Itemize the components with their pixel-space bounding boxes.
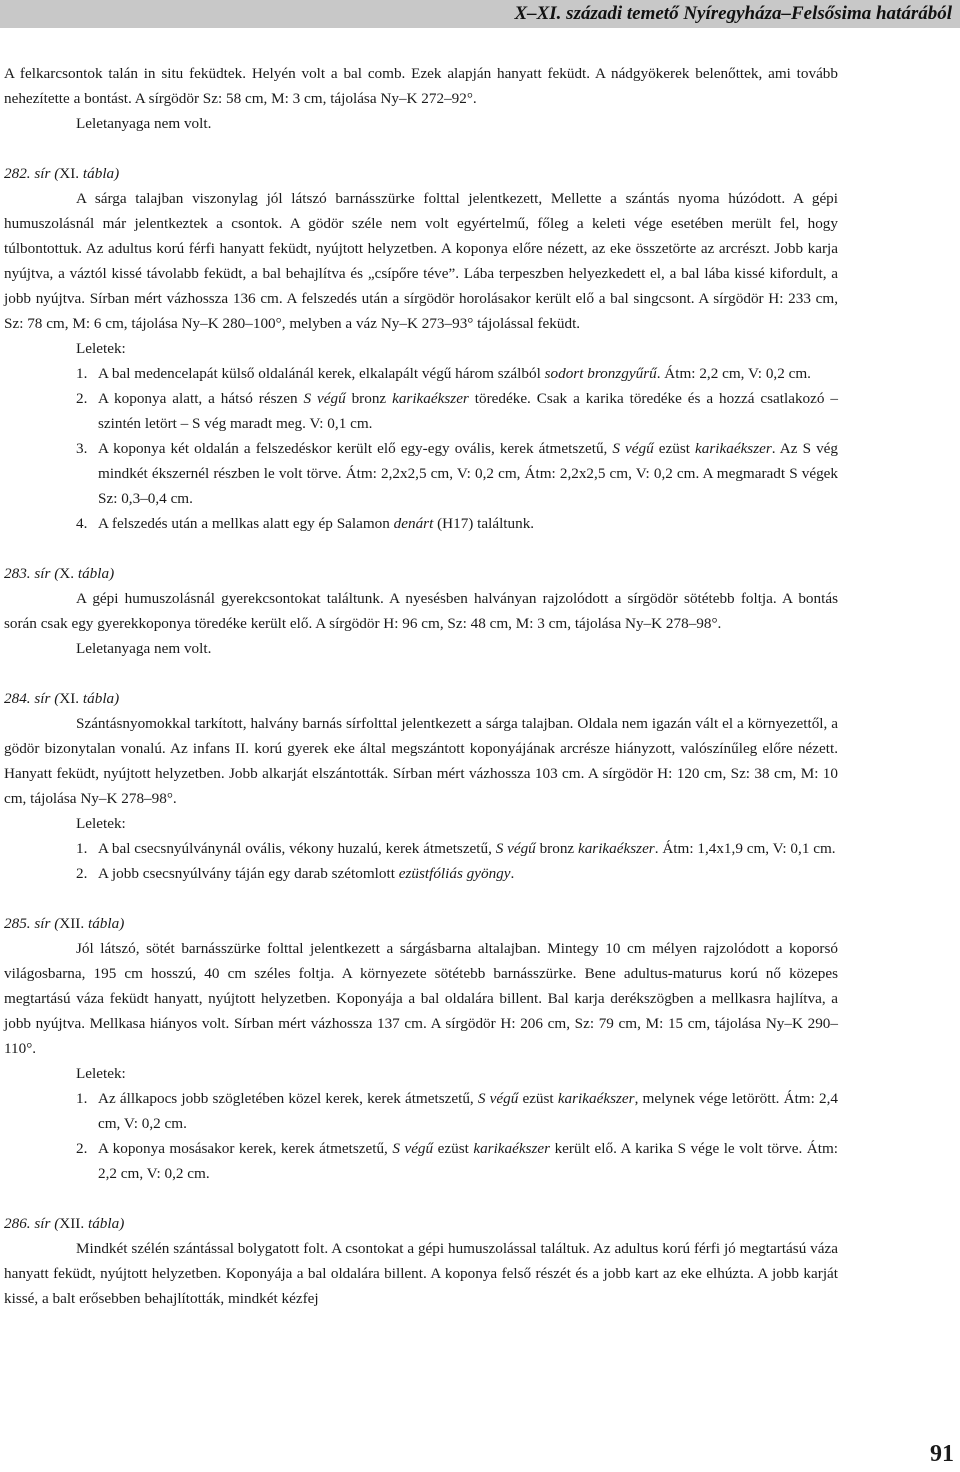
find-item: 1. Az állkapocs jobb szögletében közel kerek, kerek átmetszetű, S végű ezüst karikaékszer, melynek vége letörött. Átm: 2,4 cm, V: 0,2 cm. <box>76 1090 838 1132</box>
grave-282-finds-list <box>4 361 838 536</box>
grave-284 <box>4 686 838 886</box>
find-item: 2. A jobb csecsnyúlvány táján egy darab szétomlott ezüstfóliás gyöngy. <box>76 865 515 882</box>
find-item: 1. A bal csecsnyúlványnál ovális, vékony huzalú, kerek átmetszetű, S végű bronz karikaékszer. Átm: 1,4x1,9 cm, V: 0,1 cm. <box>76 840 836 857</box>
grave-283 <box>4 561 838 661</box>
grave-285-description: Jól látszó, sötét barnásszürke folttal jelentkezett a sárgásbarna altalajban. Mintegy 10 cm mélyen rajzolódott a koporsó világosbarna, 195 cm hosszú, 40 cm széles foltja. A környezete sötétebb barnásszürke. Bene adultus-maturus korú nő közepes megtartású váza feküdt hanyatt, nyújtott helyzetben. Koponyája a bal oldalára billent. Bal karja derékszögben a mellkasra hajlítva, a jobb nyújtva. Mellkasa hiányos volt. Sírban mért vázhossza 137 cm. A sírgödör H: 206 cm, Sz: 79 cm, M: 15 cm, tájolása Ny–K 290–110°. <box>4 940 838 1057</box>
page-content <box>4 61 838 1311</box>
grave-286-title: 286. sír (XII. tábla) <box>4 1215 125 1232</box>
grave-285 <box>4 911 838 1186</box>
find-item: 2. A koponya alatt, a hátsó részen S végű bronz karikaékszer töredéke. Csak a karika töredéke és a hozzá csatlakozó – szintén letört – S vég maradt meg. V: 0,1 cm. <box>76 390 838 432</box>
grave-285-finds-list <box>4 1086 838 1186</box>
grave-283-title: 283. sír (X. tábla) <box>4 565 115 582</box>
intro-note: Leletanyaga nem volt. <box>76 115 212 132</box>
grave-283-note: Leletanyaga nem volt. <box>76 640 212 657</box>
grave-286 <box>4 1211 838 1311</box>
grave-283-description: A gépi humuszolásnál gyerekcsontokat találtunk. A nyesésben halványan rajzolódott a sírgödör sötétebb foltja. A bontás során csak egy gyerekkoponya töredéke került elő. A sírgödör H: 96 cm, Sz: 48 cm, M: 3 cm, tájolása Ny–K 278–98°. <box>4 590 838 632</box>
grave-282-finds-label: Leletek: <box>76 340 126 357</box>
find-item: 1. A bal medencelapát külső oldalánál kerek, elkalapált végű három szálból sodort bronzgyűrű. Átm: 2,2 cm, V: 0,2 cm. <box>76 365 811 382</box>
grave-282 <box>4 161 838 536</box>
running-header-bar <box>0 0 960 28</box>
grave-285-title: 285. sír (XII. tábla) <box>4 915 125 932</box>
find-item: 3. A koponya két oldalán a felszedéskor került elő egy-egy ovális, kerek átmetszetű, S végű ezüst karikaékszer. Az S vég mindkét ékszernél részben le volt törve. Átm: 2,2x2,5 cm, V: 0,2 cm, Átm: 2,2x2,5 cm, V: 0,2 cm. A megmaradt S végek Sz: 0,3–0,4 cm. <box>76 440 838 507</box>
grave-284-title: 284. sír (XI. tábla) <box>4 690 120 707</box>
find-item: 2. A koponya mosásakor kerek, kerek átmetszetű, S végű ezüst karikaékszer került elő. A karika S vége le volt törve. Átm: 2,2 cm, V: 0,2 cm. <box>76 1140 838 1182</box>
grave-284-description: Szántásnyomokkal tarkított, halvány barnás sírfolttal jelentkezett a sárga talajban. Oldala nem igazán vált el a környezettől, a gödör bizonytalan vonalú. Az infans II. korú gyerek eke által megszántott koponyájának arcrésze hiányzott, valószínűleg előre nézett. Hanyatt feküdt, nyújtott helyzetben. Jobb alkarját elszántották. Sírban mért vázhossza 103 cm. A sírgödör H: 120 cm, Sz: 38 cm, M: 10 cm, tájolása Ny–K 278–98°. <box>4 715 838 807</box>
intro-paragraph: A felkarcsontok talán in situ feküdtek. Helyén volt a bal comb. Ezek alapján hanyatt feküdt. A nádgyökerek belenőttek, ami tovább nehezítette a bontást. A sírgödör Sz: 58 cm, M: 3 cm, tájolása Ny–K 272–92°. <box>4 65 838 107</box>
find-item: 4. A felszedés után a mellkas alatt egy ép Salamon denárt (H17) találtunk. <box>76 515 535 532</box>
page-number: 91 <box>930 1441 954 1467</box>
grave-284-finds-label: Leletek: <box>76 815 126 832</box>
grave-284-finds-list <box>4 836 838 886</box>
grave-285-finds-label: Leletek: <box>76 1065 126 1082</box>
running-header-title: X–XI. századi temető Nyíregyháza–Felsősima határából <box>514 3 952 24</box>
grave-282-description: A sárga talajban viszonylag jól látszó barnásszürke folttal jelentkezett, Mellette a szántás nyoma húzódott. A gépi humuszolásnál már jelentkeztek a csontok. A gödör széle nem volt egyértelmű, főleg a keleti vége esetében merült fel, hogy túlbontottuk. Az adultus korú férfi hanyatt feküdt, nyújtott helyzetben. A koponya előre nézett, az eke összetörte az arcrészt. Jobb karja nyújtva, a váztól kissé távolabb feküdt, a bal behajlítva és „csípőre téve”. Lába terpeszben helyezkedett el, a bal lába kissé kifordult, a jobb nyújtva. Sírban mért vázhossza 136 cm. A felszedés után a sírgödör horolásakor került elő a bal singcsont. A sírgödör H: 233 cm, Sz: 78 cm, M: 6 cm, tájolása Ny–K 280–100°, melyben a váz Ny–K 273–93° tájolással feküdt. <box>4 190 838 332</box>
grave-282-title: 282. sír (XI. tábla) <box>4 165 120 182</box>
grave-286-description: Mindkét szélén szántással bolygatott folt. A csontokat a gépi humuszolással találtuk. Az adultus korú férfi jó megtartású váza hanyatt feküdt, nyújtott helyzetben. Koponyája a bal oldalára billent. A koponya felső részét és a jobb kart az eke elhúzta. A jobb karját kissé, a balt erősebben behajlították, mindkét kézfej <box>4 1240 838 1307</box>
